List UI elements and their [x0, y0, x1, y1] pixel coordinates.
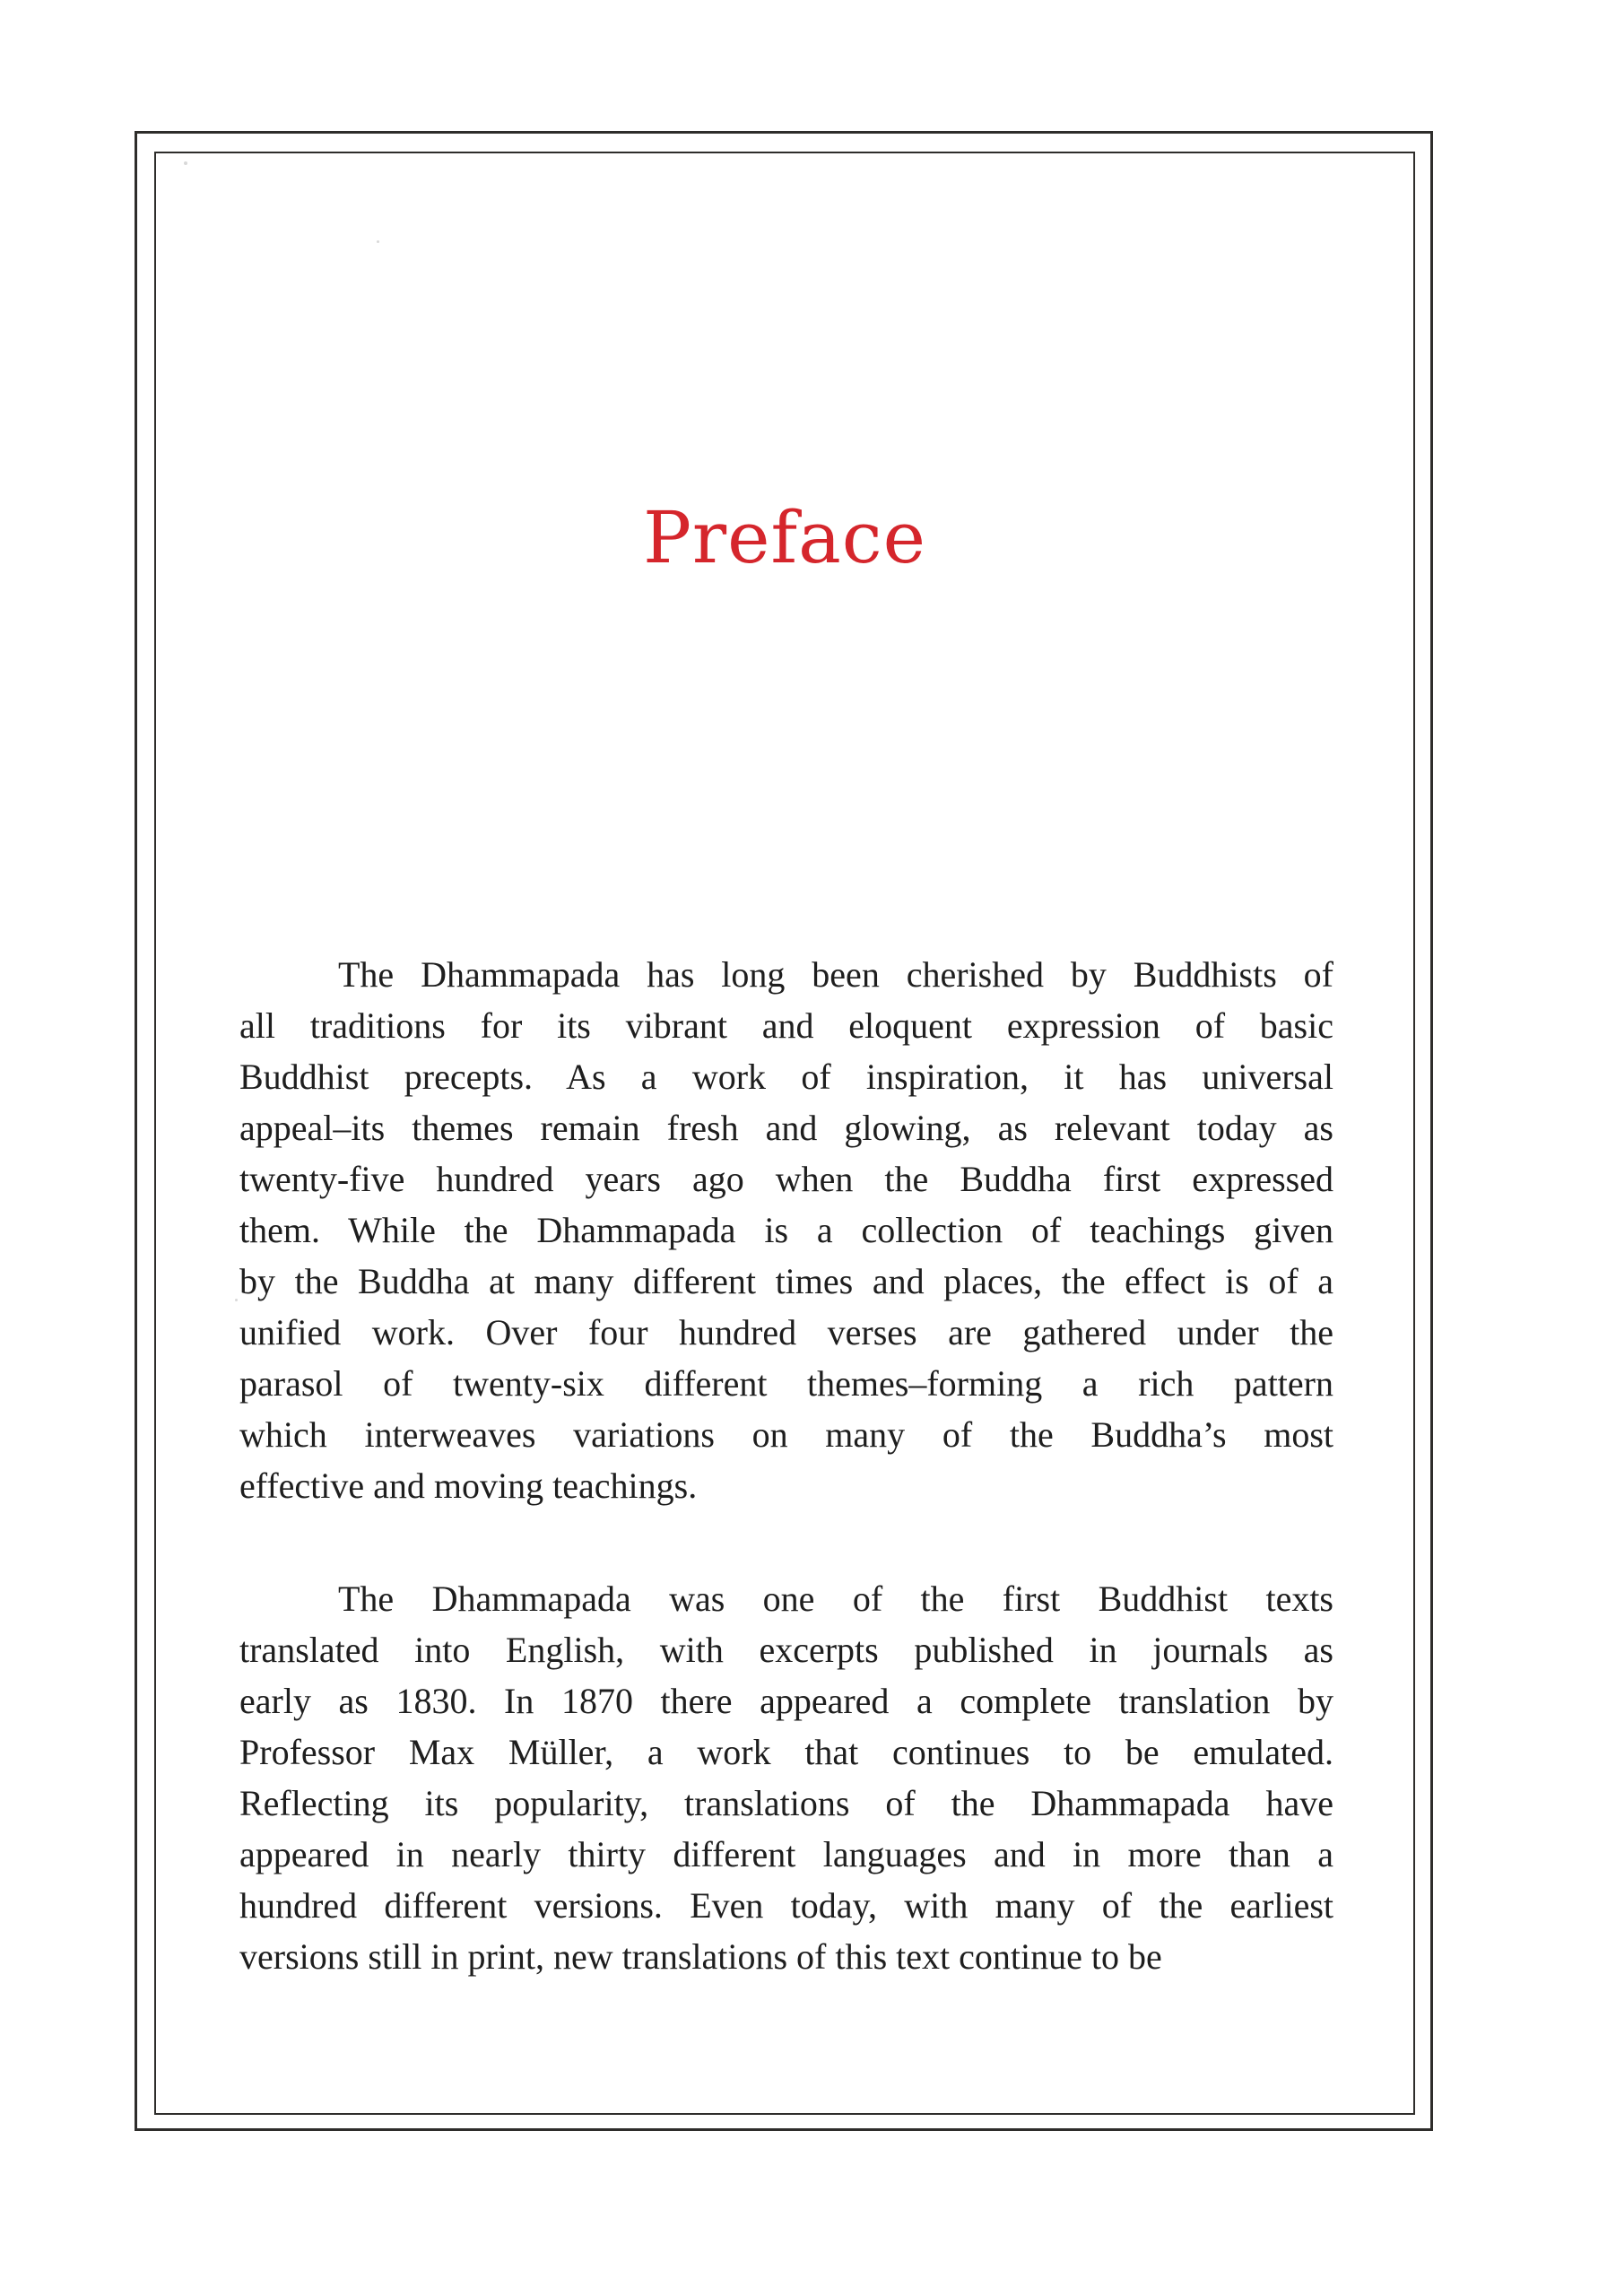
text-line: Buddhist precepts. As a work of inspiration, it has universal	[239, 1057, 1333, 1097]
scan-speck	[184, 161, 187, 165]
text-line: appeared in nearly thirty different languages and in more than a	[239, 1834, 1333, 1874]
text-line: all traditions for its vibrant and eloquent expression of basic	[239, 1005, 1333, 1046]
scan-speck	[377, 240, 379, 243]
text-line: twenty-five hundred years ago when the Buddha first expressed	[239, 1159, 1333, 1199]
text-line: them. While the Dhammapada is a collection of teachings given	[239, 1210, 1333, 1250]
text-line: hundred different versions. Even today, with many of the earliest	[239, 1885, 1333, 1926]
paragraph	[239, 1573, 1333, 1982]
text-line: translated into English, with excerpts published in journals as	[239, 1630, 1333, 1670]
text-line: The Dhammapada has long been cherished by Buddhists of	[338, 954, 1333, 995]
text-line: The Dhammapada was one of the first Buddhist texts	[338, 1578, 1333, 1619]
text-line: effective and moving teachings.	[239, 1465, 698, 1506]
text-line: which interweaves variations on many of the Buddha’s most	[239, 1414, 1333, 1455]
text-line: Reflecting its popularity, translations of the Dhammapada have	[239, 1783, 1333, 1823]
text-line: Professor Max Müller, a work that continues to be emulated.	[239, 1732, 1333, 1772]
text-line: appeal–its themes remain fresh and glowing, as relevant today as	[239, 1108, 1333, 1148]
text-line: by the Buddha at many different times and places, the effect is of a	[239, 1261, 1333, 1301]
text-line: early as 1830. In 1870 there appeared a complete translation by	[239, 1681, 1333, 1721]
body-text	[239, 949, 1333, 1982]
text-line: unified work. Over four hundred verses are gathered under the	[239, 1312, 1333, 1352]
text-line: parasol of twenty-six different themes–forming a rich pattern	[239, 1363, 1333, 1404]
scan-speck	[235, 1299, 238, 1301]
paragraph	[239, 949, 1333, 1511]
text-line: versions still in print, new translations of this text continue to be	[239, 1936, 1162, 1977]
page-title: Preface	[643, 496, 926, 579]
